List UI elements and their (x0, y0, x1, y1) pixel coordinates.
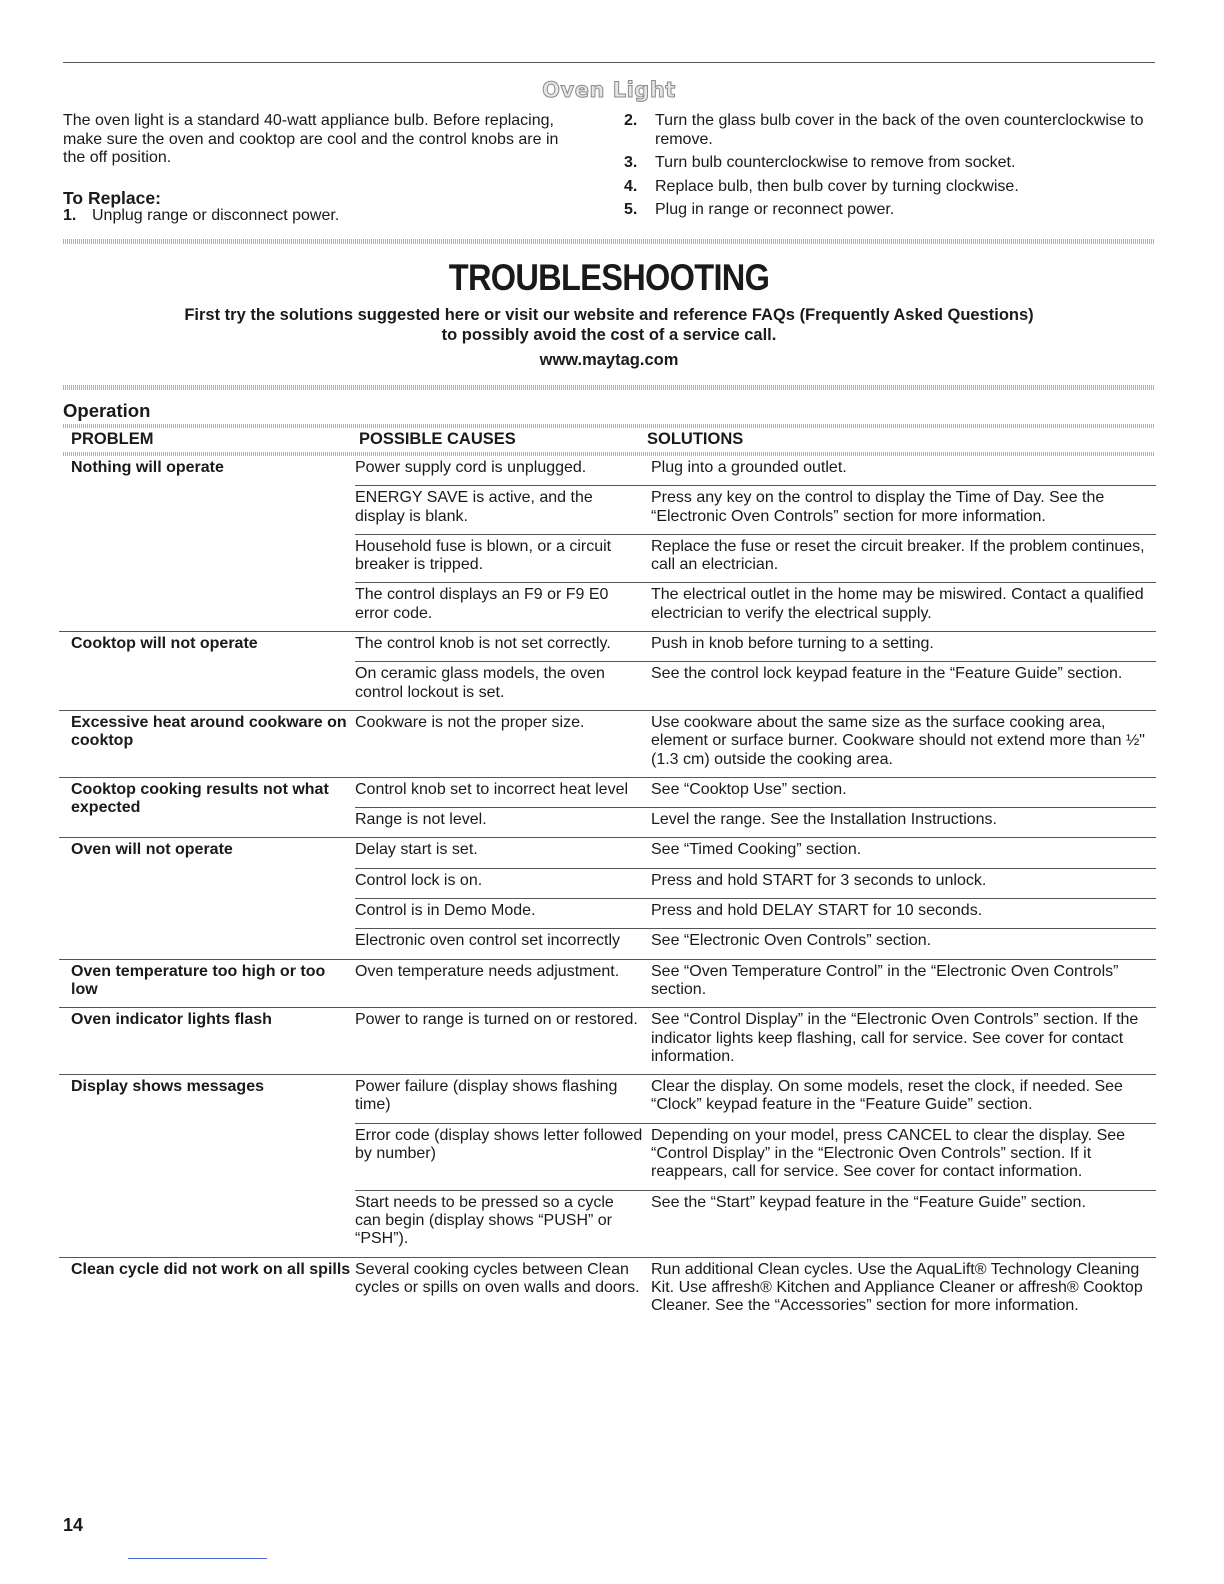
cause-cell: On ceramic glass models, the oven control lockout is set. (355, 662, 651, 711)
solution-cell: Press and hold START for 3 seconds to unlock. (651, 868, 1156, 898)
table-row (59, 1008, 1156, 1075)
oven-light-left-column (63, 112, 583, 226)
cause-cell: Error code (display shows letter followed by number) (355, 1123, 651, 1190)
troubleshooting-table-body (59, 456, 1156, 1323)
step-number: 1. (63, 207, 77, 224)
intro-line-2: to possibly avoid the cost of a service call. (441, 326, 777, 344)
problem-cell: Clean cycle did not work on all spills (71, 1260, 351, 1278)
operation-heading: Operation (63, 400, 151, 421)
oven-light-intro: The oven light is a standard 40-watt appliance bulb. Before replacing, make sure the oven and cooktop are cool and the control knobs are in the off position. (63, 112, 559, 166)
solution-cell: See “Oven Temperature Control” in the “Electronic Oven Controls” section. (651, 959, 1156, 1008)
table-row (59, 777, 1156, 807)
website-link[interactable]: www.maytag.com (539, 351, 679, 369)
cause-cell: Power to range is turned on or restored. (355, 1008, 651, 1075)
column-header-problem: PROBLEM (71, 430, 154, 448)
problem-cell: Nothing will operate (59, 456, 355, 632)
cause-cell: Start needs to be pressed so a cycle can begin (display shows “PUSH” or “PSH”). (355, 1190, 651, 1257)
problem-cell: Cooktop cooking results not what expected (59, 777, 355, 838)
table-row (59, 959, 1156, 1008)
solution-cell: See “Electronic Oven Controls” section. (651, 929, 1156, 959)
solution-cell: Replace the fuse or reset the circuit breaker. If the problem continues, call an electrician. (651, 534, 1156, 583)
cause-cell: Electronic oven control set incorrectly (355, 929, 651, 959)
replace-step-1 (63, 207, 583, 226)
cause-cell: Power supply cord is unplugged. (355, 456, 651, 486)
table-row (59, 456, 1156, 486)
cause-cell: Control knob set to incorrect heat level (355, 777, 651, 807)
step-number: 4. (624, 177, 638, 195)
replace-step-5 (624, 201, 1154, 220)
table-row (59, 1257, 1156, 1323)
cause-cell: Power failure (display shows flashing time) (355, 1075, 651, 1124)
replace-step-4 (624, 178, 1154, 197)
cause-cell: Range is not level. (355, 808, 651, 838)
problem-cell: Oven will not operate (59, 838, 355, 959)
problem-cell: Oven indicator lights flash (59, 1008, 355, 1075)
column-header-causes: POSSIBLE CAUSES (359, 430, 516, 448)
problem-cell: Display shows messages (59, 1075, 355, 1257)
oven-light-right-column (624, 112, 1154, 225)
problem-cell: Cooktop will not operate (59, 632, 355, 711)
problem-cell: Excessive heat around cookware on cooktop (59, 710, 355, 777)
solution-cell: See “Timed Cooking” section. (651, 838, 1156, 868)
table-row (59, 632, 1156, 662)
bottom-link-underline (128, 1558, 267, 1559)
table-row (59, 710, 1156, 777)
dotted-divider (63, 385, 1155, 390)
intro-line-1: First try the solutions suggested here or visit our website and reference FAQs (Frequently Asked Questions) (184, 306, 1034, 324)
page-number: 14 (63, 1515, 84, 1535)
to-replace-heading: To Replace: (63, 187, 161, 208)
troubleshooting-table (59, 456, 1156, 1323)
solution-cell: See the control lock keypad feature in the “Feature Guide” section. (651, 662, 1156, 711)
solution-cell: Push in knob before turning to a setting. (651, 632, 1156, 662)
top-rule (63, 62, 1155, 63)
dotted-divider (63, 424, 1155, 428)
step-text: Plug in range or reconnect power. (655, 201, 895, 218)
table-row (59, 838, 1156, 868)
table-header (63, 430, 1155, 450)
solution-cell: The electrical outlet in the home may be miswired. Contact a qualified electrician to verify the electrical supply. (651, 583, 1156, 632)
cause-cell: The control displays an F9 or F9 E0 error code. (355, 583, 651, 632)
solution-cell: See “Cooktop Use” section. (651, 777, 1156, 807)
solution-cell: Depending on your model, press CANCEL to clear the display. See “Control Display” in the “Electronic Oven Controls” section. If it reappears, call for service. See cover for contact information. (651, 1123, 1156, 1190)
cause-cell: The control knob is not set correctly. (355, 632, 651, 662)
cause-cell: ENERGY SAVE is active, and the display is blank. (355, 486, 651, 535)
step-number: 5. (624, 201, 638, 218)
solution-cell: Level the range. See the Installation Instructions. (651, 808, 1156, 838)
cause-cell: Household fuse is blown, or a circuit breaker is tripped. (355, 534, 651, 583)
cause-cell: Oven temperature needs adjustment. (355, 959, 651, 1008)
step-text: Turn the glass bulb cover in the back of the oven counterclockwise to remove. (655, 112, 1144, 148)
step-text: Turn bulb counterclockwise to remove from socket. (655, 154, 1016, 171)
solution-cell: Press any key on the control to display the Time of Day. See the “Electronic Oven Controls” section for more information. (651, 486, 1156, 535)
solution-cell: See “Control Display” in the “Electronic Oven Controls” section. If the indicator lights keep flashing, call for service. See cover for contact information. (651, 1008, 1156, 1075)
solution-cell: Plug into a grounded outlet. (651, 456, 1156, 486)
cause-cell: Delay start is set. (355, 838, 651, 868)
step-text: Replace bulb, then bulb cover by turning clockwise. (655, 177, 1019, 195)
cause-cell: Control is in Demo Mode. (355, 899, 651, 929)
step-text: Unplug range or disconnect power. (92, 207, 340, 224)
solution-cell: See the “Start” keypad feature in the “Feature Guide” section. (651, 1190, 1156, 1257)
solution-cell: Use cookware about the same size as the surface cooking area, element or surface burner. Cookware should not extend more than ½" (1.3 cm) outside the cooking area. (651, 710, 1156, 777)
cause-cell: Control lock is on. (355, 868, 651, 898)
replace-step-3 (624, 154, 1154, 173)
step-number: 3. (624, 154, 638, 171)
troubleshooting-intro (63, 305, 1155, 345)
step-number: 2. (624, 112, 638, 129)
solution-cell: Press and hold DELAY START for 10 seconds. (651, 899, 1156, 929)
troubleshooting-title: TROUBLESHOOTING (448, 257, 770, 298)
replace-step-2 (624, 112, 1154, 149)
solution-cell: Run additional Clean cycles. Use the AquaLift® Technology Cleaning Kit. Use affresh® Kitchen and Appliance Cleaner or affresh® Cooktop Cleaner. See the “Accessories” section for more information. (651, 1260, 1143, 1315)
table-row (59, 1075, 1156, 1124)
cause-cell: Cookware is not the proper size. (355, 710, 651, 777)
column-header-solutions: SOLUTIONS (647, 430, 744, 448)
dotted-divider (63, 239, 1155, 244)
solution-cell: Clear the display. On some models, reset the clock, if needed. See “Clock” keypad feature in the “Feature Guide” section. (651, 1075, 1156, 1124)
problem-cell: Oven temperature too high or too low (59, 959, 355, 1008)
cause-cell: Several cooking cycles between Clean cycles or spills on oven walls and doors. (355, 1260, 640, 1296)
oven-light-title: Oven Light (542, 78, 676, 102)
